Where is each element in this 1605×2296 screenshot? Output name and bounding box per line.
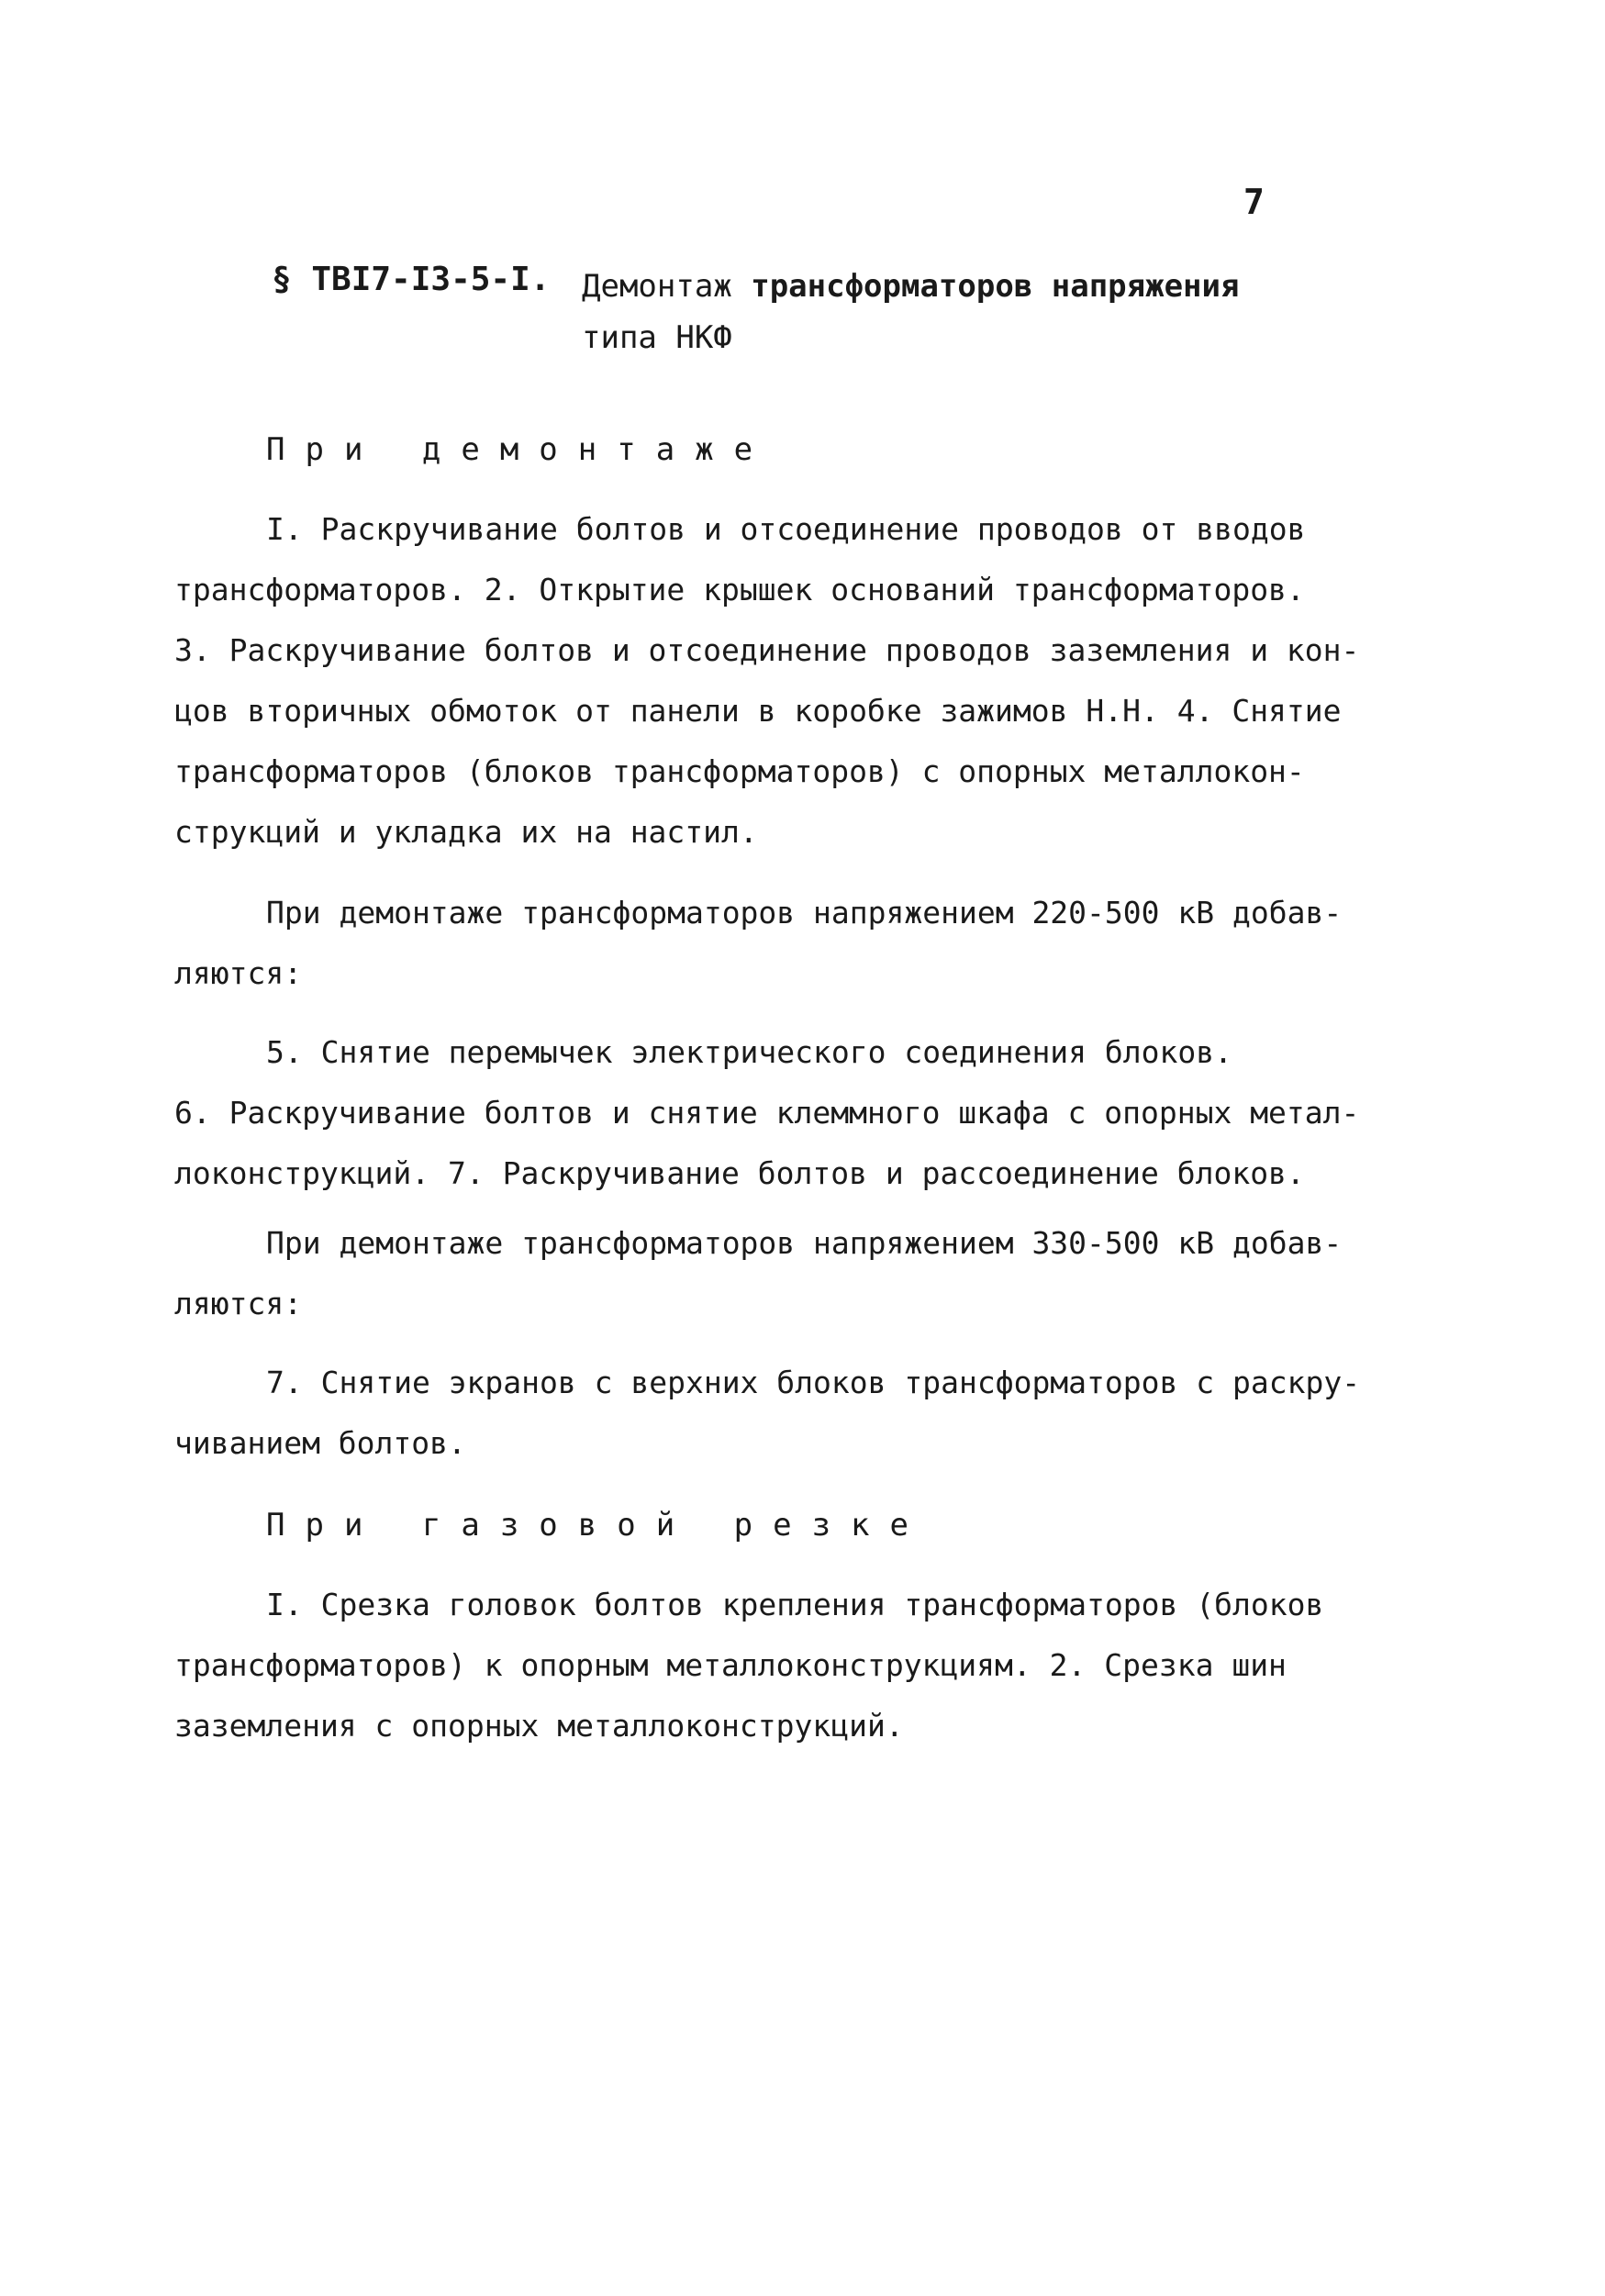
page-number: 7: [1243, 182, 1265, 222]
text-line: I. Срезка головок болтов крепления трансформаторов (блоков: [266, 1587, 1324, 1622]
text-line: При демонтаже трансформаторов напряжением 220-500 кВ добав-: [266, 895, 1343, 931]
dismantling-paragraph: [174, 499, 1395, 863]
section-title-line2: типа НКФ: [582, 319, 732, 356]
text-line: 3. Раскручивание болтов и отсоединение проводов заземления и кон-: [174, 632, 1360, 668]
text-line: трансформаторов (блоков трансформаторов) с опорных металлокон-: [174, 753, 1305, 789]
added-220-paragraph: [174, 883, 1395, 1004]
text-line: локонструкций. 7. Раскручивание болтов и рассоединение блоков.: [174, 1155, 1305, 1191]
steps-330-paragraph: [174, 1353, 1395, 1474]
text-line: При демонтаже трансформаторов напряжением 330-500 кВ добав-: [266, 1225, 1343, 1261]
section-title-normal: Демонтаж: [582, 268, 752, 305]
text-line: ляются:: [174, 1286, 303, 1321]
text-line: заземления с опорных металлоконструкций.: [174, 1708, 904, 1744]
added-330-paragraph: [174, 1213, 1395, 1334]
text-line: струкций и укладка их на настил.: [174, 814, 758, 850]
section-title-line1: [582, 261, 1239, 312]
text-line: 6. Раскручивание болтов и снятие клеммного шкафа с опорных метал-: [174, 1095, 1360, 1131]
text-line: I. Раскручивание болтов и отсоединение проводов от вводов: [266, 511, 1306, 547]
text-line: чиванием болтов.: [174, 1425, 466, 1461]
text-line: 7. Снятие экранов с верхних блоков трансформаторов с раскру-: [266, 1365, 1361, 1400]
subheading-dismantling: При демонтаже: [266, 431, 774, 468]
text-line: цов вторичных обмоток от панели в коробке зажимов Н.Н. 4. Снятие: [174, 693, 1342, 729]
steps-220-paragraph: [174, 1022, 1395, 1204]
text-line: трансформаторов. 2. Открытие крышек оснований трансформаторов.: [174, 572, 1305, 607]
section-title-bold: трансформаторов напряжения: [751, 268, 1240, 305]
section-title: [582, 261, 1239, 363]
section-code: § ТВI7-I3-5-I.: [272, 261, 551, 298]
gas-cutting-paragraph: [174, 1575, 1395, 1756]
text-line: 5. Снятие перемычек электрического соединения блоков.: [266, 1034, 1232, 1070]
subheading-gas-cutting: При газовой резке: [266, 1507, 929, 1544]
text-line: ляются:: [174, 955, 303, 991]
text-line: трансформаторов) к опорным металлоконструкциям. 2. Срезка шин: [174, 1647, 1287, 1683]
